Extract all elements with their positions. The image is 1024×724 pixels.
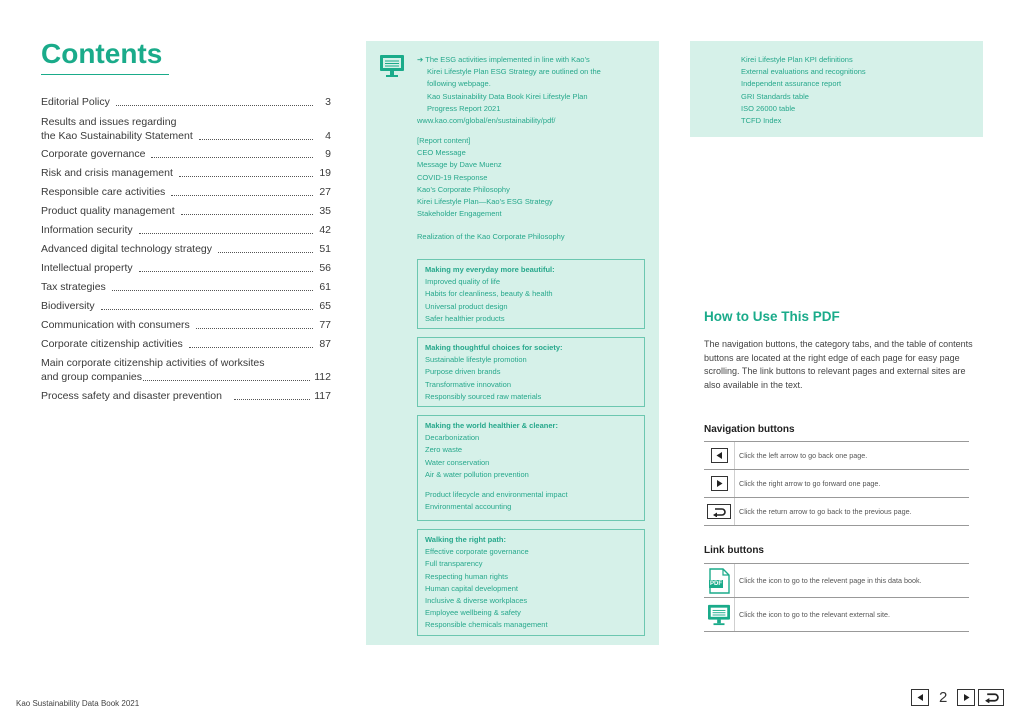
toc-item-digital-technology[interactable]: Advanced digital technology strategy 51 — [41, 243, 331, 255]
toc-item-risk-crisis[interactable]: Risk and crisis management 19 — [41, 167, 331, 179]
footer-title: Kao Sustainability Data Book 2021 — [16, 699, 140, 708]
return-arrow-icon[interactable] — [707, 504, 731, 519]
how-to-title: How to Use This PDF — [704, 309, 840, 324]
esg-url-link[interactable]: www.kao.com/global/en/sustainability/pdf/ — [417, 116, 556, 126]
footer-navigation — [911, 689, 1004, 706]
toc-item-information-security[interactable]: Information security 42 — [41, 224, 331, 236]
toc-item-corporate-citizenship[interactable]: Corporate citizenship activities 87 — [41, 338, 331, 350]
link-buttons-heading: Link buttons — [704, 545, 764, 556]
toc-item-product-quality[interactable]: Product quality management 35 — [41, 205, 331, 217]
report-content-list: [Report content] CEO Message Message by Dave Muenz COVID-19 Response Kao’s Corporate Philosophy Kirei Lifestyle Plan—Kao’s ESG Strategy Stakeholder Engagement — [417, 136, 553, 219]
monitor-icon[interactable] — [707, 604, 731, 626]
toc-item-process-safety[interactable]: Process safety and disaster prevention 117 — [41, 390, 331, 402]
toc-item-responsible-care[interactable]: Responsible care activities 27 — [41, 186, 331, 198]
left-arrow-icon[interactable] — [711, 448, 728, 463]
monitor-icon[interactable] — [379, 54, 405, 78]
toc-item-corporate-governance[interactable]: Corporate governance 9 — [41, 148, 331, 160]
contents-divider — [41, 74, 169, 75]
page-number: 2 — [939, 689, 948, 706]
contents-title: Contents — [41, 38, 163, 69]
nav-buttons-table — [704, 441, 969, 526]
realization-text: Realization of the Kao Corporate Philosophy — [417, 232, 565, 241]
commitment-box-right-path: Walking the right path: Effective corporate governance Full transparency Respecting human rights Human capital development Inclusive & diverse workplaces Employee wellbeing & safety Responsible chemicals management — [417, 529, 645, 636]
pdf-icon[interactable]: PDF — [708, 568, 730, 594]
toc-item-results-issues[interactable]: Results and issues regarding the Kao Sustainability Statement 4 — [41, 116, 331, 142]
commitment-box-beautiful: Making my everyday more beautiful: Improved quality of life Habits for cleanliness, beauty & health Universal product design Safer healthier products — [417, 259, 645, 329]
toc-item-editorial-policy[interactable]: Editorial Policy 3 — [41, 96, 331, 108]
toc-item-biodiversity[interactable]: Biodiversity 65 — [41, 300, 331, 312]
appendix-list: Kirei Lifestyle Plan KPI definitions External evaluations and recognitions Independent assurance report GRI Standards table ISO 26000 table TCFD Index — [741, 55, 866, 126]
next-page-button[interactable] — [957, 689, 975, 706]
esg-intro: ➔ The ESG activities implemented in line with Kao’s Kirei Lifestyle Plan ESG Strategy are outlined on the following webpage. Kao Sustainability Data Book Kirei Lifestyle Plan Progress Report 2021 www.kao.com/global/en/sustainability/pdf/ — [417, 54, 652, 127]
table-row: Click the icon to go to the relevant external site. — [704, 598, 969, 632]
table-row: PDF Click the icon to go to the relevent page in this data book. — [704, 564, 969, 598]
table-row: Click the return arrow to go back to the previous page. — [704, 498, 969, 526]
commitment-box-world: Making the world healthier & cleaner: Decarbonization Zero waste Water conservation Air & water pollution prevention Product lifecycle and environmental impact Environmental accounting — [417, 415, 645, 521]
table-row: Click the right arrow to go forward one page. — [704, 470, 969, 498]
table-row: Click the left arrow to go back one page. — [704, 442, 969, 470]
toc-item-tax-strategies[interactable]: Tax strategies 61 — [41, 281, 331, 293]
toc-item-worksites[interactable]: Main corporate citizenship activities of worksites and group companies 112 — [41, 357, 331, 383]
commitment-box-society: Making thoughtful choices for society: Sustainable lifestyle promotion Purpose driven brands Transformative innovation Responsibly sourced raw materials — [417, 337, 645, 407]
return-button[interactable] — [978, 689, 1004, 706]
right-arrow-icon[interactable] — [711, 476, 728, 491]
how-to-text: The navigation buttons, the category tabs, and the table of contents buttons are located at the right edge of each page for easy page scrolling. The link buttons to relevant pages and external sites are also available in the text. — [704, 339, 973, 390]
toc-item-communication[interactable]: Communication with consumers 77 — [41, 319, 331, 331]
toc-item-intellectual-property[interactable]: Intellectual property 56 — [41, 262, 331, 274]
prev-page-button[interactable] — [911, 689, 929, 706]
nav-buttons-heading: Navigation buttons — [704, 424, 795, 435]
link-buttons-table — [704, 563, 969, 632]
